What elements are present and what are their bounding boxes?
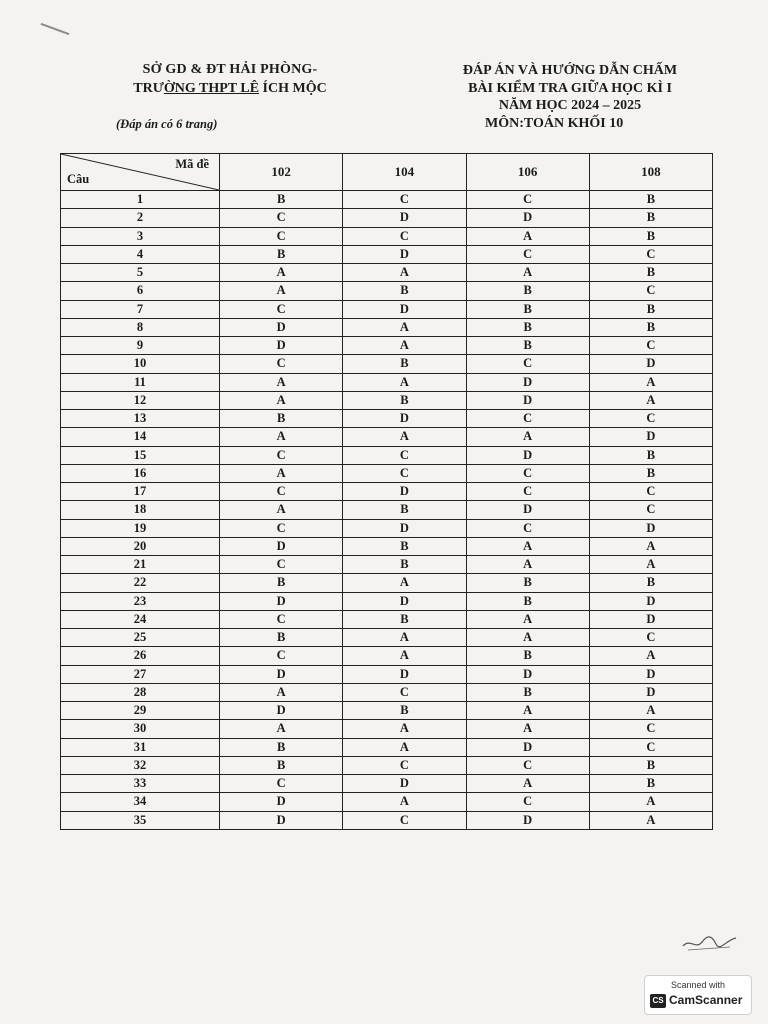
question-number: 21 — [61, 556, 220, 574]
exam-code-header: 108 — [589, 154, 712, 191]
question-number: 12 — [61, 391, 220, 409]
question-number: 34 — [61, 793, 220, 811]
answer-cell: B — [589, 191, 712, 209]
answer-cell: A — [220, 720, 343, 738]
answer-cell: D — [589, 519, 712, 537]
answer-cell: A — [343, 647, 466, 665]
answer-cell: A — [220, 264, 343, 282]
table-row — [61, 410, 713, 428]
answer-cell: D — [220, 318, 343, 336]
answer-cell: C — [220, 556, 343, 574]
table-row — [61, 592, 713, 610]
question-number: 15 — [61, 446, 220, 464]
question-number: 26 — [61, 647, 220, 665]
answer-cell: B — [343, 556, 466, 574]
answer-cell: D — [589, 683, 712, 701]
question-number: 13 — [61, 410, 220, 428]
answer-cell: C — [220, 300, 343, 318]
camscanner-badge — [644, 975, 752, 1015]
table-row — [61, 264, 713, 282]
answer-cell: D — [220, 592, 343, 610]
question-number: 4 — [61, 245, 220, 263]
answer-cell: A — [220, 464, 343, 482]
table-row — [61, 519, 713, 537]
answer-cell: C — [220, 483, 343, 501]
question-number: 18 — [61, 501, 220, 519]
answer-cell: A — [343, 793, 466, 811]
question-number: 16 — [61, 464, 220, 482]
table-row — [61, 574, 713, 592]
answer-cell: B — [589, 227, 712, 245]
answer-cell: B — [343, 355, 466, 373]
question-number: 20 — [61, 537, 220, 555]
answer-cell: A — [589, 702, 712, 720]
answer-cell: C — [343, 811, 466, 829]
answer-cell: A — [589, 373, 712, 391]
question-number: 28 — [61, 683, 220, 701]
answer-key-table — [60, 153, 713, 830]
table-row — [61, 446, 713, 464]
answer-cell: B — [220, 574, 343, 592]
answer-cell: A — [343, 720, 466, 738]
answer-cell: D — [220, 793, 343, 811]
question-number: 7 — [61, 300, 220, 318]
scan-smudge — [41, 23, 70, 35]
answer-cell: D — [589, 428, 712, 446]
table-row — [61, 793, 713, 811]
scanned-with-text: Scanned with — [670, 980, 726, 990]
answer-rows — [61, 191, 713, 830]
answer-cell: C — [220, 647, 343, 665]
answer-cell: A — [220, 391, 343, 409]
answer-cell: D — [220, 811, 343, 829]
question-number: 32 — [61, 756, 220, 774]
answer-cell: C — [343, 446, 466, 464]
table-row — [61, 337, 713, 355]
answer-cell: B — [466, 337, 589, 355]
question-number: 30 — [61, 720, 220, 738]
answer-cell: B — [220, 191, 343, 209]
answer-cell: A — [220, 282, 343, 300]
answer-cell: D — [466, 446, 589, 464]
question-number: 29 — [61, 702, 220, 720]
answer-cell: C — [589, 410, 712, 428]
answer-cell: C — [466, 519, 589, 537]
table-row — [61, 483, 713, 501]
question-number: 27 — [61, 665, 220, 683]
table-row — [61, 775, 713, 793]
table-row — [61, 683, 713, 701]
question-number: 23 — [61, 592, 220, 610]
exam-code-header: 102 — [220, 154, 343, 191]
school-year: NĂM HỌC 2024 – 2025 — [498, 98, 642, 113]
answer-cell: B — [589, 775, 712, 793]
answer-cell: D — [343, 245, 466, 263]
answer-cell: B — [589, 264, 712, 282]
answer-cell: B — [343, 702, 466, 720]
answer-cell: C — [589, 738, 712, 756]
question-number: 1 — [61, 191, 220, 209]
answer-cell: B — [466, 282, 589, 300]
answer-cell: B — [466, 300, 589, 318]
table-row — [61, 209, 713, 227]
answer-cell: A — [589, 556, 712, 574]
answer-cell: D — [220, 537, 343, 555]
question-number: 11 — [61, 373, 220, 391]
table-row — [61, 610, 713, 628]
table-row — [61, 391, 713, 409]
table-row — [61, 665, 713, 683]
answer-cell: D — [343, 519, 466, 537]
table-row — [61, 811, 713, 829]
answer-cell: D — [343, 483, 466, 501]
answer-cell: C — [220, 610, 343, 628]
question-label: Câu — [67, 172, 90, 186]
answer-cell: D — [589, 610, 712, 628]
table-row — [61, 756, 713, 774]
table-row — [61, 647, 713, 665]
answer-cell: B — [220, 245, 343, 263]
question-number: 6 — [61, 282, 220, 300]
answer-cell: B — [343, 610, 466, 628]
answer-cell: C — [466, 191, 589, 209]
page-count-note: (Đáp án có 6 trang) — [116, 117, 218, 131]
answer-cell: A — [466, 264, 589, 282]
answer-cell: A — [343, 428, 466, 446]
answer-cell: A — [466, 720, 589, 738]
answer-cell: A — [343, 337, 466, 355]
answer-cell: C — [220, 446, 343, 464]
question-number: 33 — [61, 775, 220, 793]
answer-cell: D — [466, 811, 589, 829]
answer-cell: C — [343, 683, 466, 701]
answer-cell: B — [589, 300, 712, 318]
answer-cell: D — [466, 501, 589, 519]
answer-cell: B — [343, 391, 466, 409]
table-row — [61, 318, 713, 336]
question-number: 35 — [61, 811, 220, 829]
answer-cell: C — [589, 337, 712, 355]
document-title — [430, 62, 710, 132]
answer-cell: C — [589, 629, 712, 647]
answer-cell: C — [220, 355, 343, 373]
answer-cell: A — [466, 537, 589, 555]
answer-cell: A — [343, 574, 466, 592]
answer-cell: B — [589, 318, 712, 336]
table-row — [61, 428, 713, 446]
question-number: 9 — [61, 337, 220, 355]
question-number: 22 — [61, 574, 220, 592]
answer-cell: D — [466, 665, 589, 683]
answer-cell: D — [220, 665, 343, 683]
answer-cell: D — [466, 738, 589, 756]
answer-cell: A — [343, 738, 466, 756]
answer-cell: B — [589, 574, 712, 592]
answer-cell: C — [466, 464, 589, 482]
answer-cell: A — [589, 537, 712, 555]
answer-cell: A — [466, 702, 589, 720]
answer-cell: D — [589, 592, 712, 610]
answer-cell: A — [220, 501, 343, 519]
table-row — [61, 464, 713, 482]
answer-cell: C — [220, 775, 343, 793]
signature — [680, 930, 740, 954]
table-row — [61, 702, 713, 720]
answer-cell: B — [220, 410, 343, 428]
answer-cell: B — [343, 501, 466, 519]
answer-cell: B — [589, 446, 712, 464]
answer-cell: B — [343, 282, 466, 300]
title-line-1: ĐÁP ÁN VÀ HƯỚNG DẪN CHẤM — [462, 63, 678, 78]
answer-cell: A — [466, 556, 589, 574]
answer-cell: C — [343, 756, 466, 774]
answer-cell: B — [589, 209, 712, 227]
answer-cell: C — [466, 245, 589, 263]
camscanner-logo-icon: CS — [650, 994, 666, 1008]
corner-cell — [61, 154, 220, 191]
table-row — [61, 355, 713, 373]
answer-cell: C — [343, 464, 466, 482]
question-number: 3 — [61, 227, 220, 245]
question-number: 2 — [61, 209, 220, 227]
answer-cell: C — [466, 355, 589, 373]
answer-cell: D — [343, 665, 466, 683]
question-number: 10 — [61, 355, 220, 373]
answer-cell: B — [466, 574, 589, 592]
table-row — [61, 227, 713, 245]
answer-cell: C — [343, 227, 466, 245]
answer-cell: D — [343, 209, 466, 227]
answer-cell: C — [466, 483, 589, 501]
answer-cell: D — [589, 665, 712, 683]
answer-cell: A — [589, 811, 712, 829]
subject-grade: MÔN:TOÁN KHỐI 10 — [485, 115, 624, 131]
school-name: TRƯỜNG THPT LÊ ÍCH MỘC — [133, 81, 327, 96]
answer-cell: A — [589, 647, 712, 665]
answer-cell: A — [220, 683, 343, 701]
answer-cell: D — [220, 337, 343, 355]
answer-cell: B — [589, 756, 712, 774]
title-line-2: BÀI KIỂM TRA GIỮA HỌC KÌ I — [468, 80, 672, 96]
table-header-row — [61, 154, 713, 191]
answer-cell: A — [589, 793, 712, 811]
answer-cell: D — [343, 410, 466, 428]
answer-cell: D — [343, 300, 466, 318]
answer-cell: D — [466, 209, 589, 227]
answer-cell: C — [343, 191, 466, 209]
answer-cell: D — [466, 373, 589, 391]
question-number: 8 — [61, 318, 220, 336]
answer-cell: B — [220, 738, 343, 756]
answer-cell: A — [343, 318, 466, 336]
answer-cell: A — [343, 264, 466, 282]
answer-cell: A — [220, 428, 343, 446]
answer-cell: A — [466, 629, 589, 647]
answer-cell: B — [466, 592, 589, 610]
answer-cell: A — [466, 775, 589, 793]
answer-cell: C — [589, 245, 712, 263]
answer-cell: C — [466, 756, 589, 774]
answer-cell: B — [220, 629, 343, 647]
exam-code-header: 106 — [466, 154, 589, 191]
table-row — [61, 245, 713, 263]
answer-cell: A — [220, 373, 343, 391]
table-row — [61, 629, 713, 647]
answer-cell: A — [466, 428, 589, 446]
answer-cell: D — [220, 702, 343, 720]
answer-cell: A — [466, 610, 589, 628]
answer-cell: C — [220, 519, 343, 537]
table-row — [61, 191, 713, 209]
answer-cell: C — [466, 410, 589, 428]
question-number: 17 — [61, 483, 220, 501]
table-row — [61, 373, 713, 391]
department-name: SỞ GD & ĐT HẢI PHÒNG- — [142, 62, 318, 77]
answer-cell: C — [220, 227, 343, 245]
answer-cell: C — [589, 501, 712, 519]
answer-cell: B — [466, 647, 589, 665]
question-number: 25 — [61, 629, 220, 647]
question-number: 14 — [61, 428, 220, 446]
answer-cell: B — [466, 318, 589, 336]
answer-cell: D — [589, 355, 712, 373]
answer-cell: B — [220, 756, 343, 774]
answer-cell: A — [589, 391, 712, 409]
table-row — [61, 501, 713, 519]
table-row — [61, 556, 713, 574]
answer-cell: A — [343, 629, 466, 647]
answer-cell: D — [466, 391, 589, 409]
question-number: 19 — [61, 519, 220, 537]
question-number: 24 — [61, 610, 220, 628]
exam-code-label: Mã đề — [175, 157, 209, 171]
answer-cell: C — [220, 209, 343, 227]
answer-cell: B — [589, 464, 712, 482]
question-number: 5 — [61, 264, 220, 282]
question-number: 31 — [61, 738, 220, 756]
camscanner-text: CamScanner — [669, 993, 743, 1007]
table-row — [61, 738, 713, 756]
table-row — [61, 282, 713, 300]
answer-cell: B — [343, 537, 466, 555]
answer-cell: B — [466, 683, 589, 701]
exam-code-header: 104 — [343, 154, 466, 191]
answer-cell: C — [589, 720, 712, 738]
answer-cell: D — [343, 775, 466, 793]
answer-cell: C — [589, 483, 712, 501]
school-header — [100, 62, 360, 97]
table-row — [61, 300, 713, 318]
answer-cell: C — [589, 282, 712, 300]
table-row — [61, 720, 713, 738]
answer-cell: A — [343, 373, 466, 391]
table-row — [61, 537, 713, 555]
answer-cell: A — [466, 227, 589, 245]
answer-cell: D — [343, 592, 466, 610]
answer-cell: C — [466, 793, 589, 811]
